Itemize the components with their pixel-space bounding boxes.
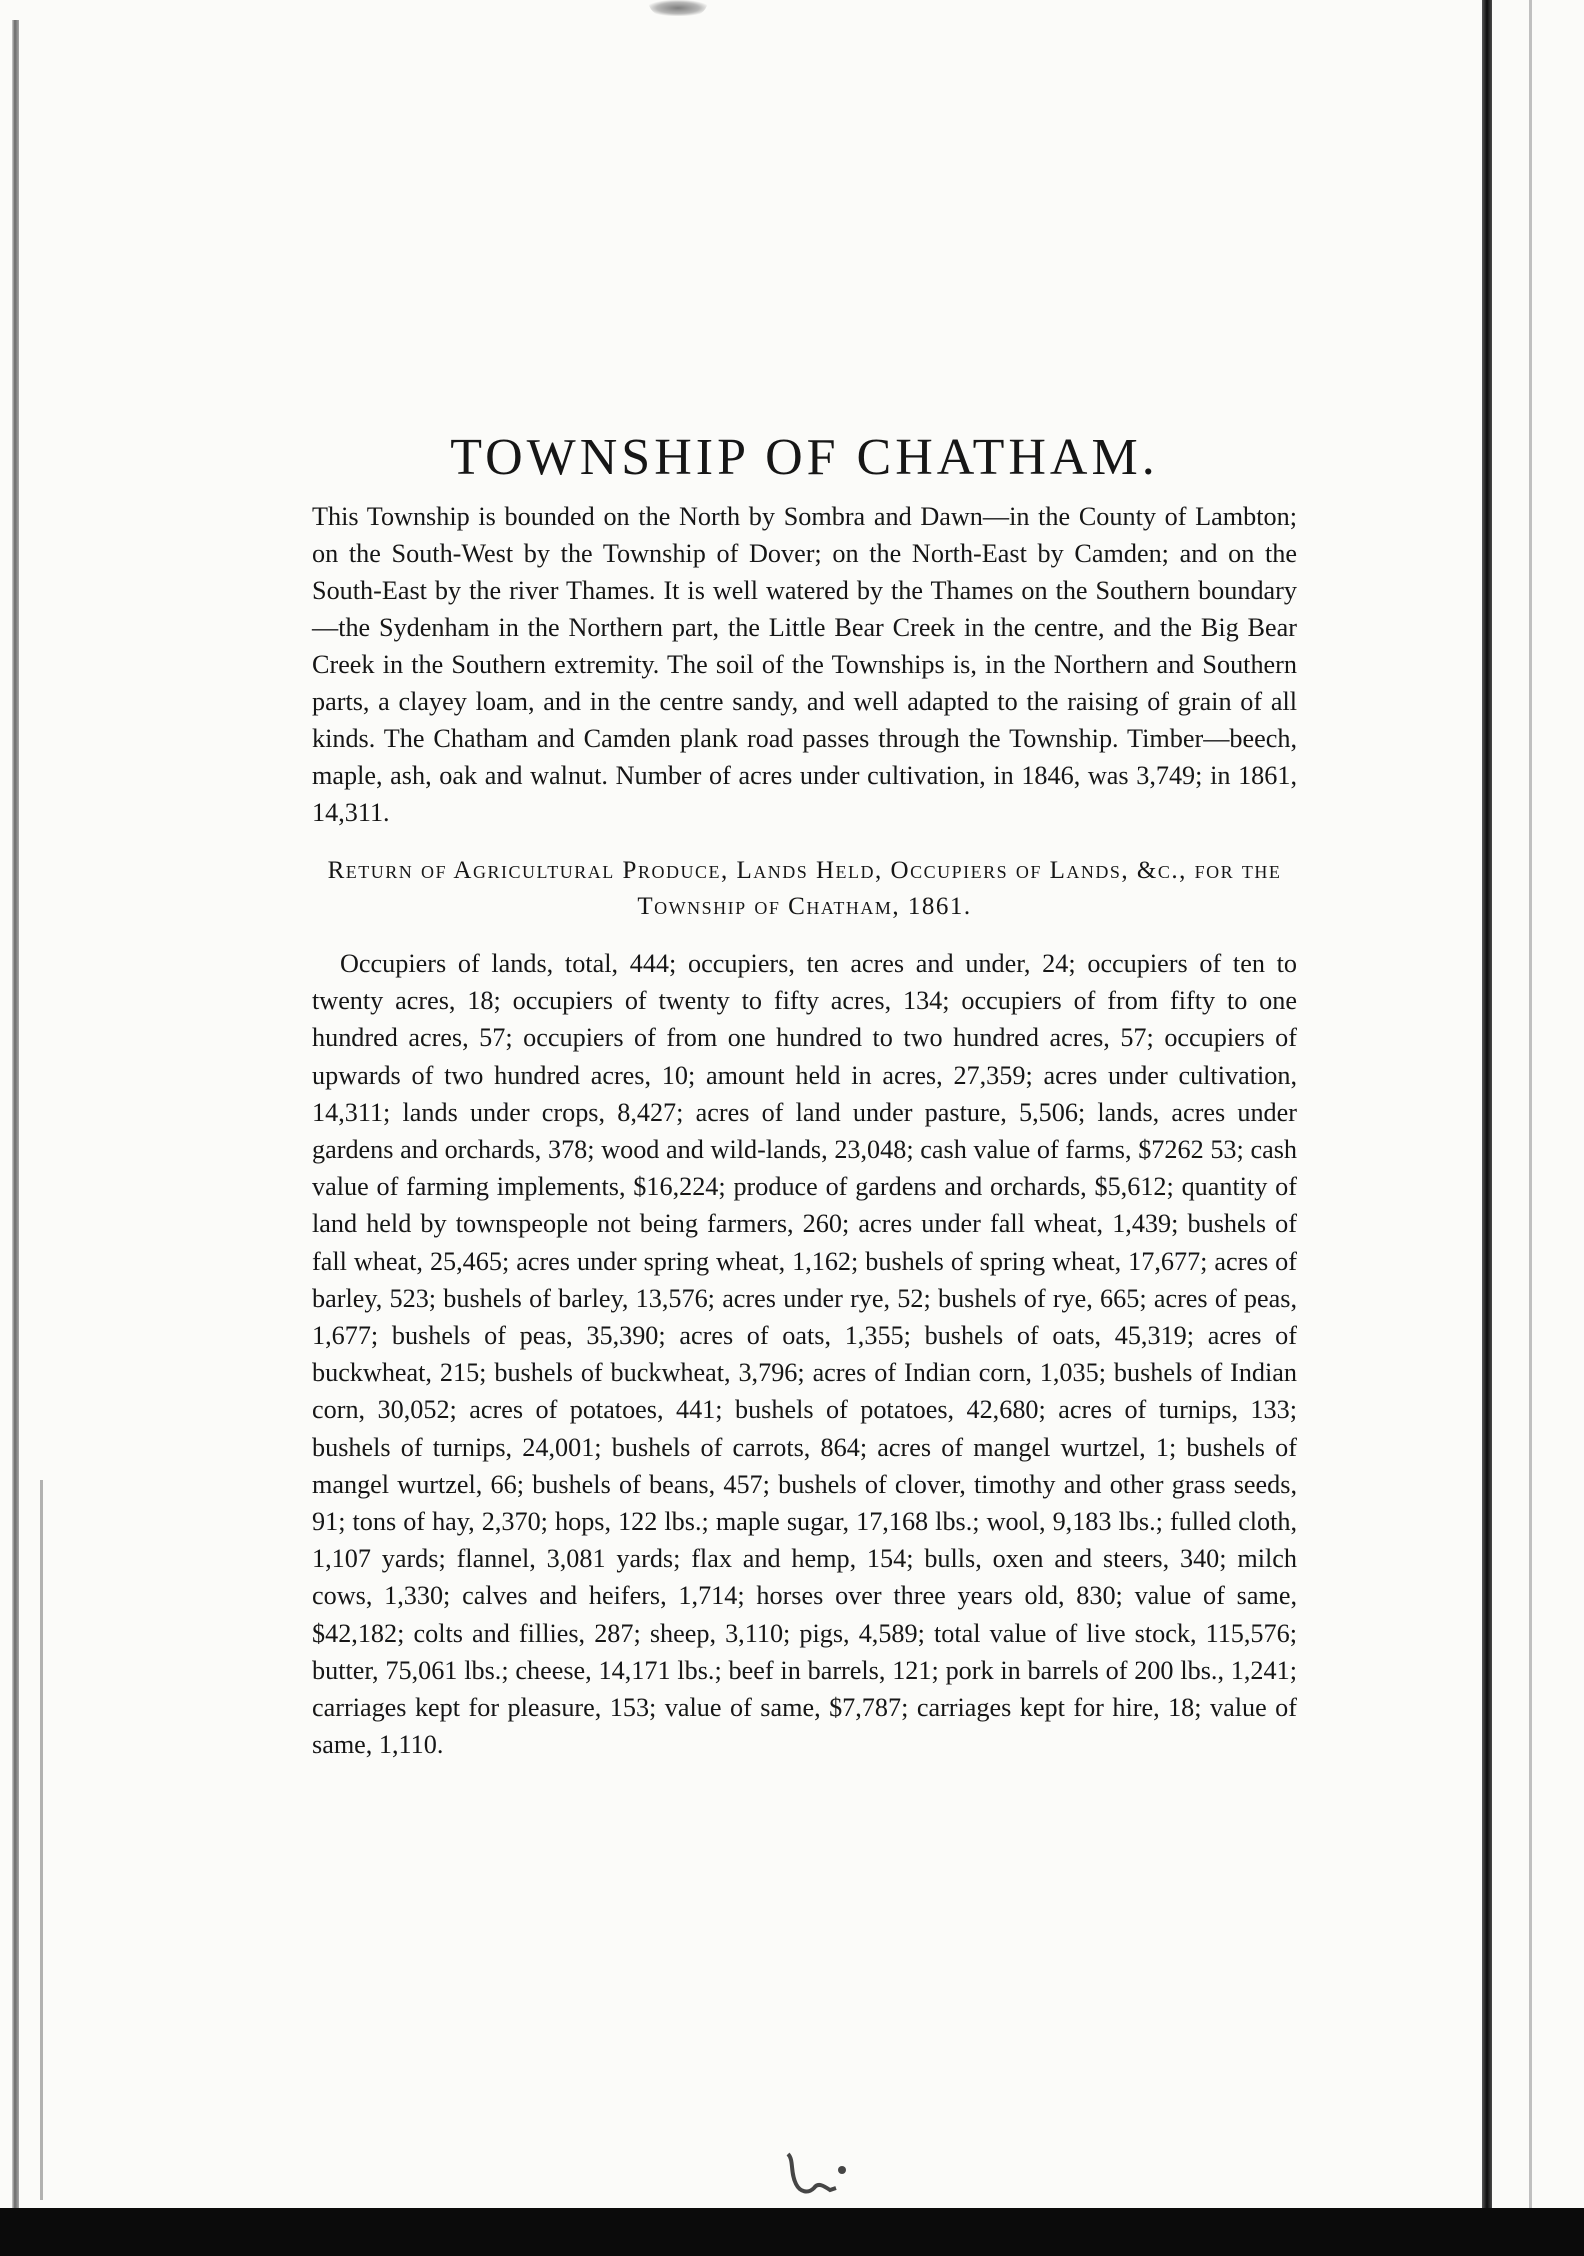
page-title: TOWNSHIP OF CHATHAM. [450,429,1159,486]
scan-right-edge-shadow [1482,0,1492,2215]
document-body [312,428,1297,1763]
scan-left-edge-shadow [12,20,19,2210]
return-heading: Return of Agricultural Produce, Lands Held, Occupiers of Lands, &c., for the Township of Chatham, 1861. [327,857,1282,920]
scan-right-margin-line [1529,0,1532,2215]
ink-blot-mark [780,2148,850,2200]
scan-left-margin-line [40,1480,43,2200]
intro-paragraph: This Township is bounded on the North by Sombra and Dawn—in the County of Lambton; on the South-West by the Township of Dover; on the North-East by Camden; and on the South-East by the river Thames. It is well watered by the Thames on the Southern boundary—the Sydenham in the Northern part, the Little Bear Creek in the centre, and the Big Bear Creek in the Southern extremity. The soil of the Townships is, in the Northern and Southern parts, a clayey loam, and in the centre sandy, and well adapted to the raising of grain of all kinds. The Chatham and Camden plank road passes through the Township. Timber—beech, maple, ash, oak and walnut. Number of acres under cultivation, in 1846, was 3,749; in 1861, 14,311. [312,502,1297,827]
statistics-paragraph: Occupiers of lands, total, 444; occupiers, ten acres and under, 24; occupiers of ten to twenty acres, 18; occupiers of twenty to fifty acres, 134; occupiers of from fifty to one hundred acres, 57; occupiers of from one hundred to two hundred acres, 57; occupiers of upwards of two hundred acres, 10; amount held in acres, 27,359; acres under cultivation, 14,311; lands under crops, 8,427; acres of land under pasture, 5,506; lands, acres under gardens and orchards, 378; wood and wild-lands, 23,048; cash value of farms, $7262 53; cash value of farming implements, $16,224; produce of gardens and orchards, $5,612; quantity of land held by townspeople not being farmers, 260; acres under fall wheat, 1,439; bushels of fall wheat, 25,465; acres under spring wheat, 1,162; bushels of spring wheat, 17,677; acres of barley, 523; bushels of barley, 13,576; acres under rye, 52; bushels of rye, 665; acres of peas, 1,677; bushels of peas, 35,390; acres of oats, 1,355; bushels of oats, 45,319; acres of buckwheat, 215; bushels of buckwheat, 3,796; acres of Indian corn, 1,035; bushels of Indian corn, 30,052; acres of potatoes, 441; bushels of potatoes, 42,680; acres of turnips, 133; bushels of turnips, 24,001; bushels of carrots, 864; acres of mangel wurtzel, 1; bushels of mangel wurtzel, 66; bushels of beans, 457; bushels of clover, timothy and other grass seeds, 91; tons of hay, 2,370; hops, 122 lbs.; maple sugar, 17,168 lbs.; wool, 9,183 lbs.; fulled cloth, 1,107 yards; flannel, 3,081 yards; flax and hemp, 154; bulls, oxen and steers, 340; milch cows, 1,330; calves and heifers, 1,714; horses over three years old, 830; value of same, $42,182; colts and fillies, 287; sheep, 3,110; pigs, 4,589; total value of live stock, 115,576; butter, 75,061 lbs.; cheese, 14,171 lbs.; beef in barrels, 121; pork in barrels of 200 lbs., 1,241; carriages kept for pleasure, 153; value of same, $7,787; carriages kept for hire, 18; value of same, 1,110. [312,949,1297,1760]
scan-bottom-border [0,2208,1584,2256]
scan-top-smudge [648,0,708,16]
